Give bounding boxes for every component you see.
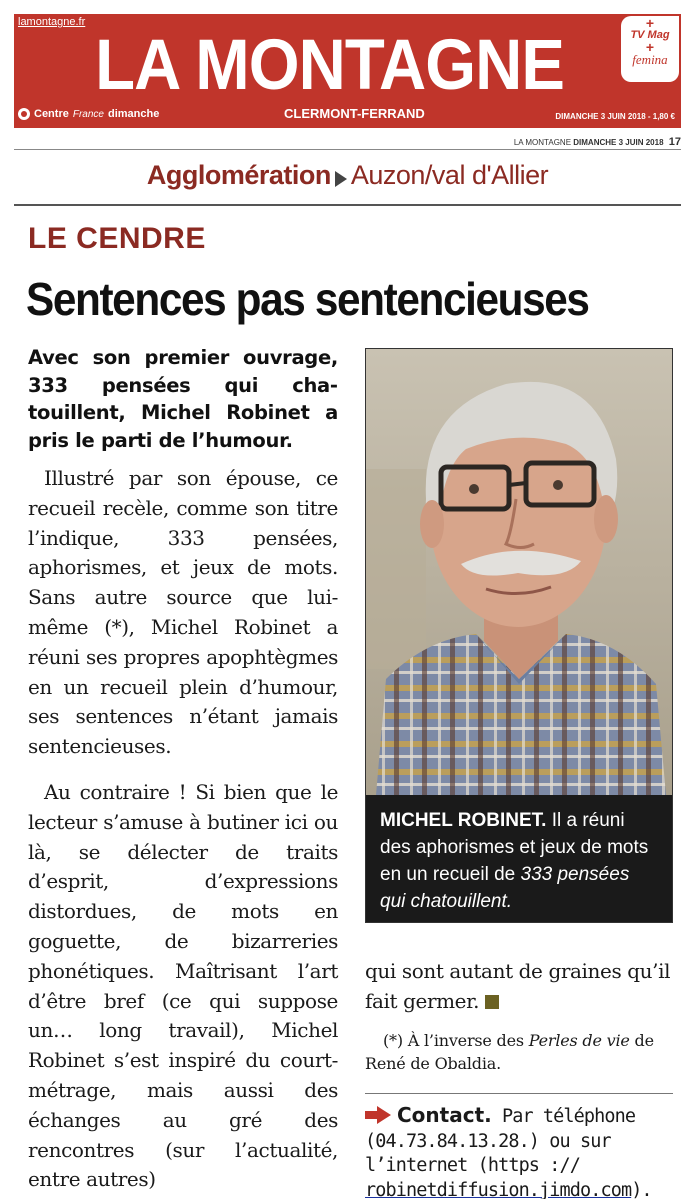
article-paragraph-2: Au contraire ! Si bien que le lecteur s’amuse à butiner ici ou là, se délecter de traits d’esprit, d’expressions distordues, de mots en goguette, de bizarreries phonétiques. Maîtrisant l’art d’être bref (ce qui suppose un… long travail), Michel Robinet s’est inspiré du court-métrage, mais aussi des échanges au gré des rencontres (sur l’actualité, entre autres) bbox=[28, 779, 338, 1192]
publisher-group bbox=[18, 108, 159, 120]
footnote-book-title: Perles de vie bbox=[528, 1030, 630, 1050]
article-headline: Sentences pas sentencieuses bbox=[26, 273, 589, 325]
continuation-text: qui sont autant de graines qu’il fait germer. bbox=[365, 959, 671, 1013]
article-body-left bbox=[28, 344, 338, 1195]
site-link[interactable]: lamontagne.fr bbox=[18, 16, 86, 28]
contact-website-link[interactable]: robinetdiffusion.jimdo.com bbox=[365, 1179, 632, 1199]
group-centre: Centre bbox=[34, 108, 69, 120]
article-footnote bbox=[365, 1029, 673, 1075]
article-paragraph-1: Illustré par son épouse, ce recueil recèle, comme son titre l’indique, 333 pensées, aphorismes, et jeux de mots. Sans autre source que lui-même (*), Michel Robinet a réuni ses propres apophtègmes en un recueil plein d’humour, ses sentences n’étant jamais sentencieuses. bbox=[28, 466, 338, 759]
portrait-image bbox=[366, 349, 672, 795]
end-mark-icon bbox=[485, 995, 499, 1009]
edition-city: CLERMONT-FERRAND bbox=[284, 106, 425, 121]
portrait-illustration bbox=[366, 349, 672, 795]
section-header bbox=[14, 160, 681, 206]
newspaper-title: LA MONTAGNE bbox=[95, 26, 565, 105]
group-france: France bbox=[72, 108, 104, 120]
contact-label: Contact. bbox=[397, 1103, 492, 1127]
folio-date: DIMANCHE 3 JUIN 2018 bbox=[573, 138, 664, 147]
folio-paper: LA MONTAGNE bbox=[513, 138, 572, 147]
masthead bbox=[14, 14, 681, 128]
plus-icon: + bbox=[645, 39, 655, 55]
supplement-badge bbox=[621, 16, 679, 82]
caption-book-title: 333 pensées qui chatouillent. bbox=[380, 864, 630, 912]
supplement-tvmag: TV Mag bbox=[630, 29, 670, 41]
footnote-prefix: (*) À l’inverse des bbox=[383, 1030, 529, 1050]
contact-text-block bbox=[365, 1103, 673, 1199]
contact-box bbox=[365, 1093, 673, 1199]
supplement-femina: femina bbox=[632, 52, 668, 67]
article-kicker: LE CENDRE bbox=[28, 222, 206, 255]
caption-text: Il a réuni des aphorismes et jeux de mots en un recueil de bbox=[380, 810, 649, 885]
footnote-suffix: de René de Obaldia. bbox=[365, 1030, 654, 1073]
folio-page-number: 17 bbox=[668, 136, 681, 148]
group-dimanche: dimanche bbox=[107, 108, 160, 120]
caption-name: MICHEL ROBINET. bbox=[380, 810, 547, 831]
section-sub: Auzon/val d'Allier bbox=[350, 160, 549, 190]
arrow-right-icon bbox=[335, 171, 347, 187]
contact-text: Par téléphone (04.73.84.13.28.) ou sur l’internet (https :// bbox=[365, 1106, 636, 1176]
photo-caption bbox=[366, 795, 672, 923]
article-body-right bbox=[365, 957, 673, 1075]
contact-suffix: ). bbox=[631, 1179, 652, 1199]
plus-icon: + bbox=[645, 15, 655, 31]
article-continuation bbox=[365, 957, 673, 1017]
centre-france-logo-icon bbox=[18, 108, 30, 120]
article-lead: Avec son premier ouvrage, 333 pensées qui chatouillent, Michel Robinet a pris le parti de l’humour. bbox=[28, 346, 338, 452]
edition-date-price: DIMANCHE 3 JUIN 2018 - 1,80 € bbox=[555, 112, 675, 121]
article-photo bbox=[365, 348, 673, 923]
page-folio bbox=[14, 136, 681, 150]
section-main: Agglomération bbox=[146, 160, 331, 190]
arrow-right-icon bbox=[365, 1106, 391, 1124]
